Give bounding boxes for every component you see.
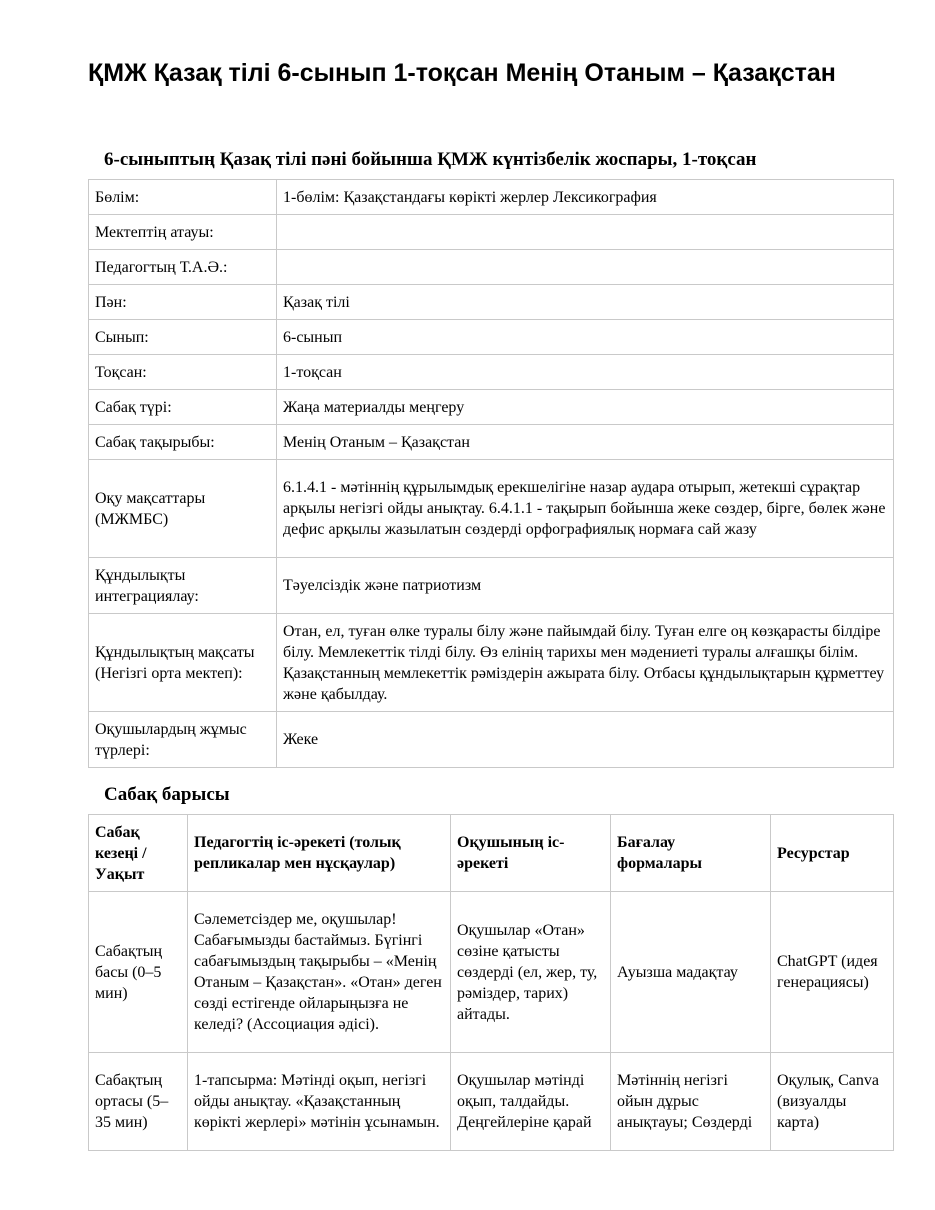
info-label: Мектептің атауы: bbox=[89, 215, 277, 250]
info-value: Жаңа материалды меңгеру bbox=[277, 390, 894, 425]
stage-cell: Сабақтың ортасы (5–35 мин) bbox=[89, 1053, 188, 1151]
assessment-cell: Ауызша мадақтау bbox=[611, 892, 771, 1053]
header-resources: Ресурстар bbox=[771, 815, 894, 892]
table-row bbox=[89, 215, 894, 250]
info-label: Тоқсан: bbox=[89, 355, 277, 390]
info-table bbox=[88, 179, 894, 768]
info-value: 6-сынып bbox=[277, 320, 894, 355]
info-label: Оқу мақсаттары (МЖМБС) bbox=[89, 460, 277, 558]
info-label: Сабақ түрі: bbox=[89, 390, 277, 425]
info-label: Сынып: bbox=[89, 320, 277, 355]
lesson-table bbox=[88, 814, 894, 1151]
stage-cell: Сабақтың басы (0–5 мин) bbox=[89, 892, 188, 1053]
info-value: Қазақ тілі bbox=[277, 285, 894, 320]
info-label: Сабақ тақырыбы: bbox=[89, 425, 277, 460]
info-label: Пән: bbox=[89, 285, 277, 320]
table-row bbox=[89, 320, 894, 355]
table-row bbox=[89, 614, 894, 712]
table-row bbox=[89, 250, 894, 285]
teacher-activity-cell: 1-тапсырма: Мәтінді оқып, негізгі ойды анықтау. «Қазақстанның көрікті жерлері» мәтінін ұсынамын. bbox=[188, 1053, 451, 1151]
info-label: Оқушылардың жұмыс түрлері: bbox=[89, 712, 277, 768]
info-value: 6.1.4.1 - мәтіннің құрылымдық ерекшелігіне назар аудара отырып, жетекші сұрақтар арқылы негізгі ойды анықтау. 6.4.1.1 - тақырып бойынша жеке сөздер, бірге, бөлек және дефис арқылы жазылатын сөздерді орфографиялық нормаға сай жазу bbox=[277, 460, 894, 558]
info-value: Менің Отаным – Қазақстан bbox=[277, 425, 894, 460]
info-value bbox=[277, 250, 894, 285]
info-value: Жеке bbox=[277, 712, 894, 768]
header-stage-time: Сабақ кезеңі / Уақыт bbox=[89, 815, 188, 892]
table-row bbox=[89, 460, 894, 558]
table-row bbox=[89, 355, 894, 390]
header-assessment: Бағалау формалары bbox=[611, 815, 771, 892]
info-label: Құндылықтың мақсаты (Негізгі орта мектеп): bbox=[89, 614, 277, 712]
header-teacher-activity: Педагогтің іс-әрекеті (толық репликалар мен нұсқаулар) bbox=[188, 815, 451, 892]
resources-cell: Оқулық, Canva (визуалды карта) bbox=[771, 1053, 894, 1151]
info-label: Педагогтың Т.А.Ә.: bbox=[89, 250, 277, 285]
info-value bbox=[277, 215, 894, 250]
info-value: 1-тоқсан bbox=[277, 355, 894, 390]
info-label: Құндылықты интеграциялау: bbox=[89, 558, 277, 614]
table-row bbox=[89, 285, 894, 320]
table-row bbox=[89, 425, 894, 460]
table-row bbox=[89, 180, 894, 215]
student-activity-cell: Оқушылар «Отан» сөзіне қатысты сөздерді (ел, жер, ту, рәміздер, тарих) айтады. bbox=[451, 892, 611, 1053]
info-value: 1-бөлім: Қазақстандағы көрікті жерлер Лексикография bbox=[277, 180, 894, 215]
info-label: Бөлім: bbox=[89, 180, 277, 215]
document-subtitle: 6-сыныптың Қазақ тілі пәні бойынша ҚМЖ күнтізбелік жоспары, 1-тоқсан bbox=[104, 149, 757, 170]
table-row bbox=[89, 558, 894, 614]
table-row bbox=[89, 390, 894, 425]
teacher-activity-cell: Сәлеметсіздер ме, оқушылар! Сабағымызды бастаймыз. Бүгінгі сабағымыздың тақырыбы – «Менің Отаным – Қазақстан». «Отан» деген сөзді естігенде ойларыңызға не келеді? (Ассоциация әдісі). bbox=[188, 892, 451, 1053]
info-value: Отан, ел, туған өлке туралы білу және пайымдай білу. Туған елге оң көзқарасты білдіре білу. Мемлекеттік тілді білу. Өз елінің тарихы мен мәдениеті туралы алғашқы білім. Қазақстанның мемлекеттік рәміздерін ажырата білу. Отбасы құндылықтарын құрметтеу және қабылдау. bbox=[277, 614, 894, 712]
table-header-row bbox=[89, 815, 894, 892]
table-row bbox=[89, 712, 894, 768]
table-row bbox=[89, 892, 894, 1053]
info-value: Тәуелсіздік және патриотизм bbox=[277, 558, 894, 614]
document-title: ҚМЖ Қазақ тілі 6-сынып 1-тоқсан Менің Отаным – Қазақстан bbox=[88, 59, 836, 87]
section-title: Сабақ барысы bbox=[104, 784, 230, 805]
header-student-activity: Оқушының іс-әрекеті bbox=[451, 815, 611, 892]
assessment-cell: Мәтіннің негізгі ойын дұрыс анықтауы; Сөздерді bbox=[611, 1053, 771, 1151]
table-row bbox=[89, 1053, 894, 1151]
student-activity-cell: Оқушылар мәтінді оқып, талдайды. Деңгейлеріне қарай bbox=[451, 1053, 611, 1151]
resources-cell: ChatGPT (идея генерациясы) bbox=[771, 892, 894, 1053]
